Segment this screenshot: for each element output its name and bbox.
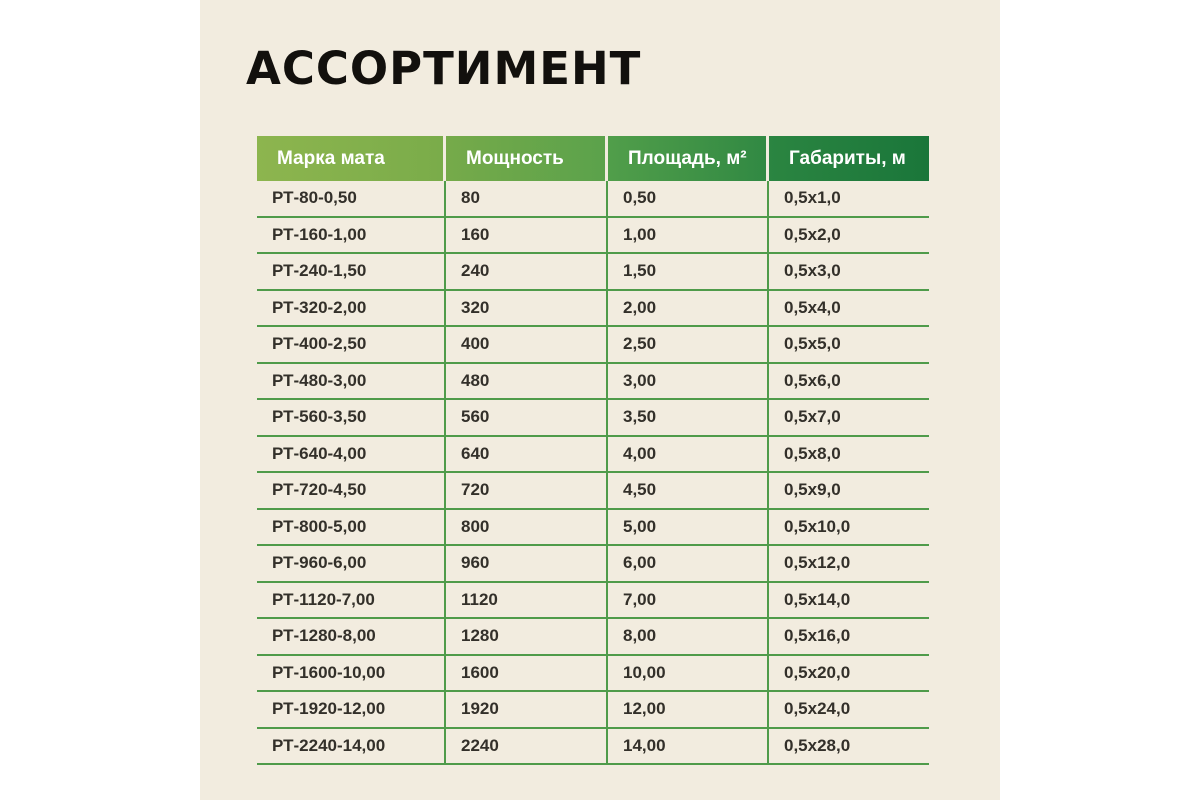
table-row <box>257 254 929 291</box>
table-row <box>257 437 929 474</box>
table-cell: 1280 <box>446 619 608 654</box>
table-cell: 0,5x5,0 <box>784 334 841 354</box>
table-row <box>257 656 929 693</box>
table-cell: 0,5x7,0 <box>784 407 841 427</box>
table-header-row <box>257 136 929 181</box>
table-cell: 0,5x2,0 <box>784 224 841 244</box>
table-cell: 320 <box>446 291 608 326</box>
table-row <box>257 473 929 510</box>
table-cell: 4,50 <box>608 473 769 508</box>
table-cell: 0,5x9,0 <box>784 480 841 500</box>
table-cell: 3,00 <box>608 364 769 399</box>
table-row <box>257 510 929 547</box>
table-cell: 480 <box>446 364 608 399</box>
table-cell: 0,5x24,0 <box>784 699 851 719</box>
table-cell: 80 <box>446 181 608 216</box>
table-cell: 1600 <box>446 656 608 691</box>
page-title: АССОРТИМЕНТ <box>246 42 642 95</box>
table-cell: РТ-720-4,50 <box>257 473 446 508</box>
table-cell: 5,00 <box>608 510 769 545</box>
table-cell: РТ-640-4,00 <box>257 437 446 472</box>
table-cell: 0,5x20,0 <box>784 662 851 682</box>
table-cell: РТ-560-3,50 <box>257 400 446 435</box>
table-cell: 0,5x14,0 <box>784 589 851 609</box>
table-body <box>257 181 929 765</box>
table-cell: 14,00 <box>608 729 769 764</box>
table-cell: 0,5x3,0 <box>784 261 841 281</box>
table-cell: 0,5x8,0 <box>784 443 841 463</box>
assortment-table <box>257 136 929 765</box>
table-cell: 0,5x12,0 <box>784 553 851 573</box>
table-cell: 2,50 <box>608 327 769 362</box>
table-row <box>257 181 929 218</box>
table-cell: 12,00 <box>608 692 769 727</box>
table-cell: 0,5x4,0 <box>784 297 841 317</box>
table-cell: РТ-800-5,00 <box>257 510 446 545</box>
table-cell: 800 <box>446 510 608 545</box>
table-cell: 160 <box>446 218 608 253</box>
table-cell: РТ-1600-10,00 <box>257 656 446 691</box>
table-cell: 6,00 <box>608 546 769 581</box>
table-cell: РТ-80-0,50 <box>257 181 446 216</box>
table-cell: 0,5x6,0 <box>784 370 841 390</box>
table-cell: 4,00 <box>608 437 769 472</box>
table-cell: РТ-400-2,50 <box>257 327 446 362</box>
col-header-area: Площадь, м² <box>608 136 769 181</box>
content-panel <box>200 0 1000 800</box>
table-row <box>257 619 929 656</box>
table-cell: 1,00 <box>608 218 769 253</box>
table-row <box>257 692 929 729</box>
table-cell: 400 <box>446 327 608 362</box>
table-row <box>257 729 929 766</box>
table-cell: 0,5x28,0 <box>784 735 851 755</box>
table-row <box>257 218 929 255</box>
table-cell: РТ-320-2,00 <box>257 291 446 326</box>
table-cell: 0,5x1,0 <box>784 188 841 208</box>
table-cell: 8,00 <box>608 619 769 654</box>
table-cell: РТ-1280-8,00 <box>257 619 446 654</box>
table-row <box>257 583 929 620</box>
table-cell: 2240 <box>446 729 608 764</box>
table-row <box>257 364 929 401</box>
table-cell: 0,50 <box>608 181 769 216</box>
table-cell: 720 <box>446 473 608 508</box>
table-row <box>257 291 929 328</box>
table-cell: РТ-240-1,50 <box>257 254 446 289</box>
table-row <box>257 327 929 364</box>
col-header-dimensions: Габариты, м <box>769 136 929 181</box>
table-cell: 560 <box>446 400 608 435</box>
table-cell: РТ-160-1,00 <box>257 218 446 253</box>
table-cell: 3,50 <box>608 400 769 435</box>
table-cell: РТ-960-6,00 <box>257 546 446 581</box>
table-cell: РТ-2240-14,00 <box>257 729 446 764</box>
table-row <box>257 400 929 437</box>
table-cell: 2,00 <box>608 291 769 326</box>
table-cell: 1,50 <box>608 254 769 289</box>
table-cell: РТ-1120-7,00 <box>257 583 446 618</box>
table-row <box>257 546 929 583</box>
table-cell: 1120 <box>446 583 608 618</box>
table-cell: РТ-1920-12,00 <box>257 692 446 727</box>
table-cell: 1920 <box>446 692 608 727</box>
table-cell: 960 <box>446 546 608 581</box>
table-cell: РТ-480-3,00 <box>257 364 446 399</box>
table-cell: 240 <box>446 254 608 289</box>
col-header-power: Мощность <box>446 136 608 181</box>
col-header-mat-brand: Марка мата <box>257 136 446 181</box>
table-cell: 640 <box>446 437 608 472</box>
table-cell: 7,00 <box>608 583 769 618</box>
table-cell: 10,00 <box>608 656 769 691</box>
table-cell: 0,5x16,0 <box>784 626 851 646</box>
table-cell: 0,5x10,0 <box>784 516 851 536</box>
